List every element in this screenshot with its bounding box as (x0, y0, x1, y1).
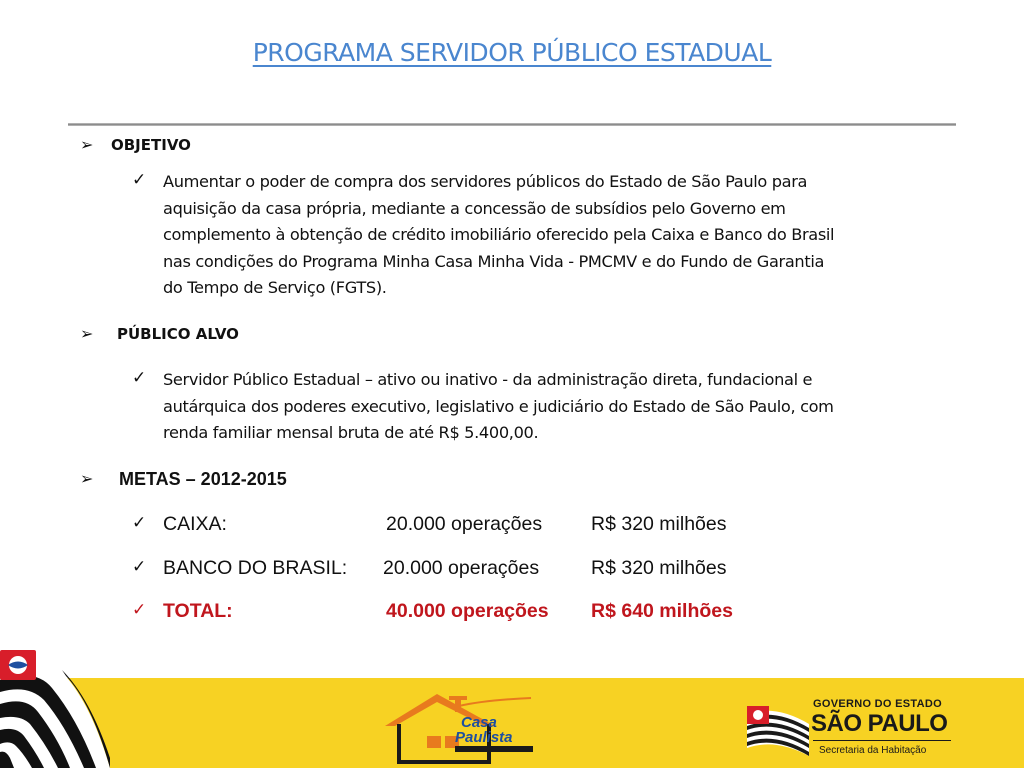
governo-line3: Secretaria da Habitação (819, 745, 927, 756)
governo-sao-paulo-logo (745, 690, 960, 766)
publico-alvo-line: autárquica dos poderes executivo, legislativo e judiciário do Estado de São Paulo, com (163, 396, 834, 416)
metas-row-valor: R$ 320 milhões (591, 513, 727, 535)
governo-flag-emblem-icon (745, 694, 811, 758)
casa-paulista-line1: Casa (461, 714, 497, 731)
publico-alvo-line: Servidor Público Estadual – ativo ou inativo - da administração direta, fundacional e (163, 370, 813, 389)
governo-line1: GOVERNO DO ESTADO (813, 698, 942, 710)
governo-divider (813, 740, 951, 741)
objetivo-line: complemento à obtenção de crédito imobiliário oferecido pela Caixa e Banco do Brasil (163, 225, 835, 244)
check-icon: ✓ (132, 513, 147, 533)
metas-row-operacoes: 20.000 operações (383, 557, 540, 579)
metas-total-valor: R$ 640 milhões (591, 600, 733, 622)
publico-alvo-text (163, 367, 963, 447)
metas-row-label: CAIXA: (163, 513, 227, 535)
metas-total-operacoes: 40.000 operações (386, 600, 549, 622)
sao-paulo-flag-icon (0, 640, 110, 768)
metas-total-label: TOTAL: (163, 600, 233, 622)
check-icon: ✓ (132, 557, 147, 577)
casa-paulista-line2: Paulista (455, 729, 513, 746)
objetivo-heading: OBJETIVO (111, 136, 191, 154)
objetivo-line: aquisição da casa própria, mediante a concessão de subsídios pelo Governo em (163, 198, 786, 218)
metas-row-operacoes: 20.000 operações (386, 513, 543, 535)
metas-heading: METAS – 2012-2015 (119, 469, 287, 489)
title-divider (68, 123, 956, 126)
objetivo-line: Aumentar o poder de compra dos servidores públicos do Estado de São Paulo para (163, 172, 808, 191)
arrow-bullet-icon: ➢ (80, 326, 94, 343)
governo-line2: SÃO PAULO (811, 710, 948, 737)
publico-alvo-line: renda familiar mensal bruta de até R$ 5.400,00. (163, 423, 539, 442)
metas-row-valor: R$ 320 milhões (591, 557, 727, 579)
metas-row-label: BANCO DO BRASIL: (163, 557, 348, 579)
objetivo-line: nas condições do Programa Minha Casa Minha Vida - PMCMV e do Fundo de Garantia (163, 251, 825, 271)
arrow-bullet-icon: ➢ (80, 137, 94, 154)
check-icon: ✓ (132, 368, 147, 388)
page-title: PROGRAMA SERVIDOR PÚBLICO ESTADUAL (252, 38, 772, 67)
arrow-bullet-icon: ➢ (80, 471, 94, 488)
objetivo-line: do Tempo de Serviço (FGTS). (163, 278, 387, 297)
check-icon: ✓ (132, 600, 147, 620)
objetivo-text (163, 169, 963, 302)
check-icon: ✓ (132, 170, 147, 190)
casa-paulista-logo (385, 686, 535, 768)
publico-alvo-heading: PÚBLICO ALVO (117, 325, 239, 343)
